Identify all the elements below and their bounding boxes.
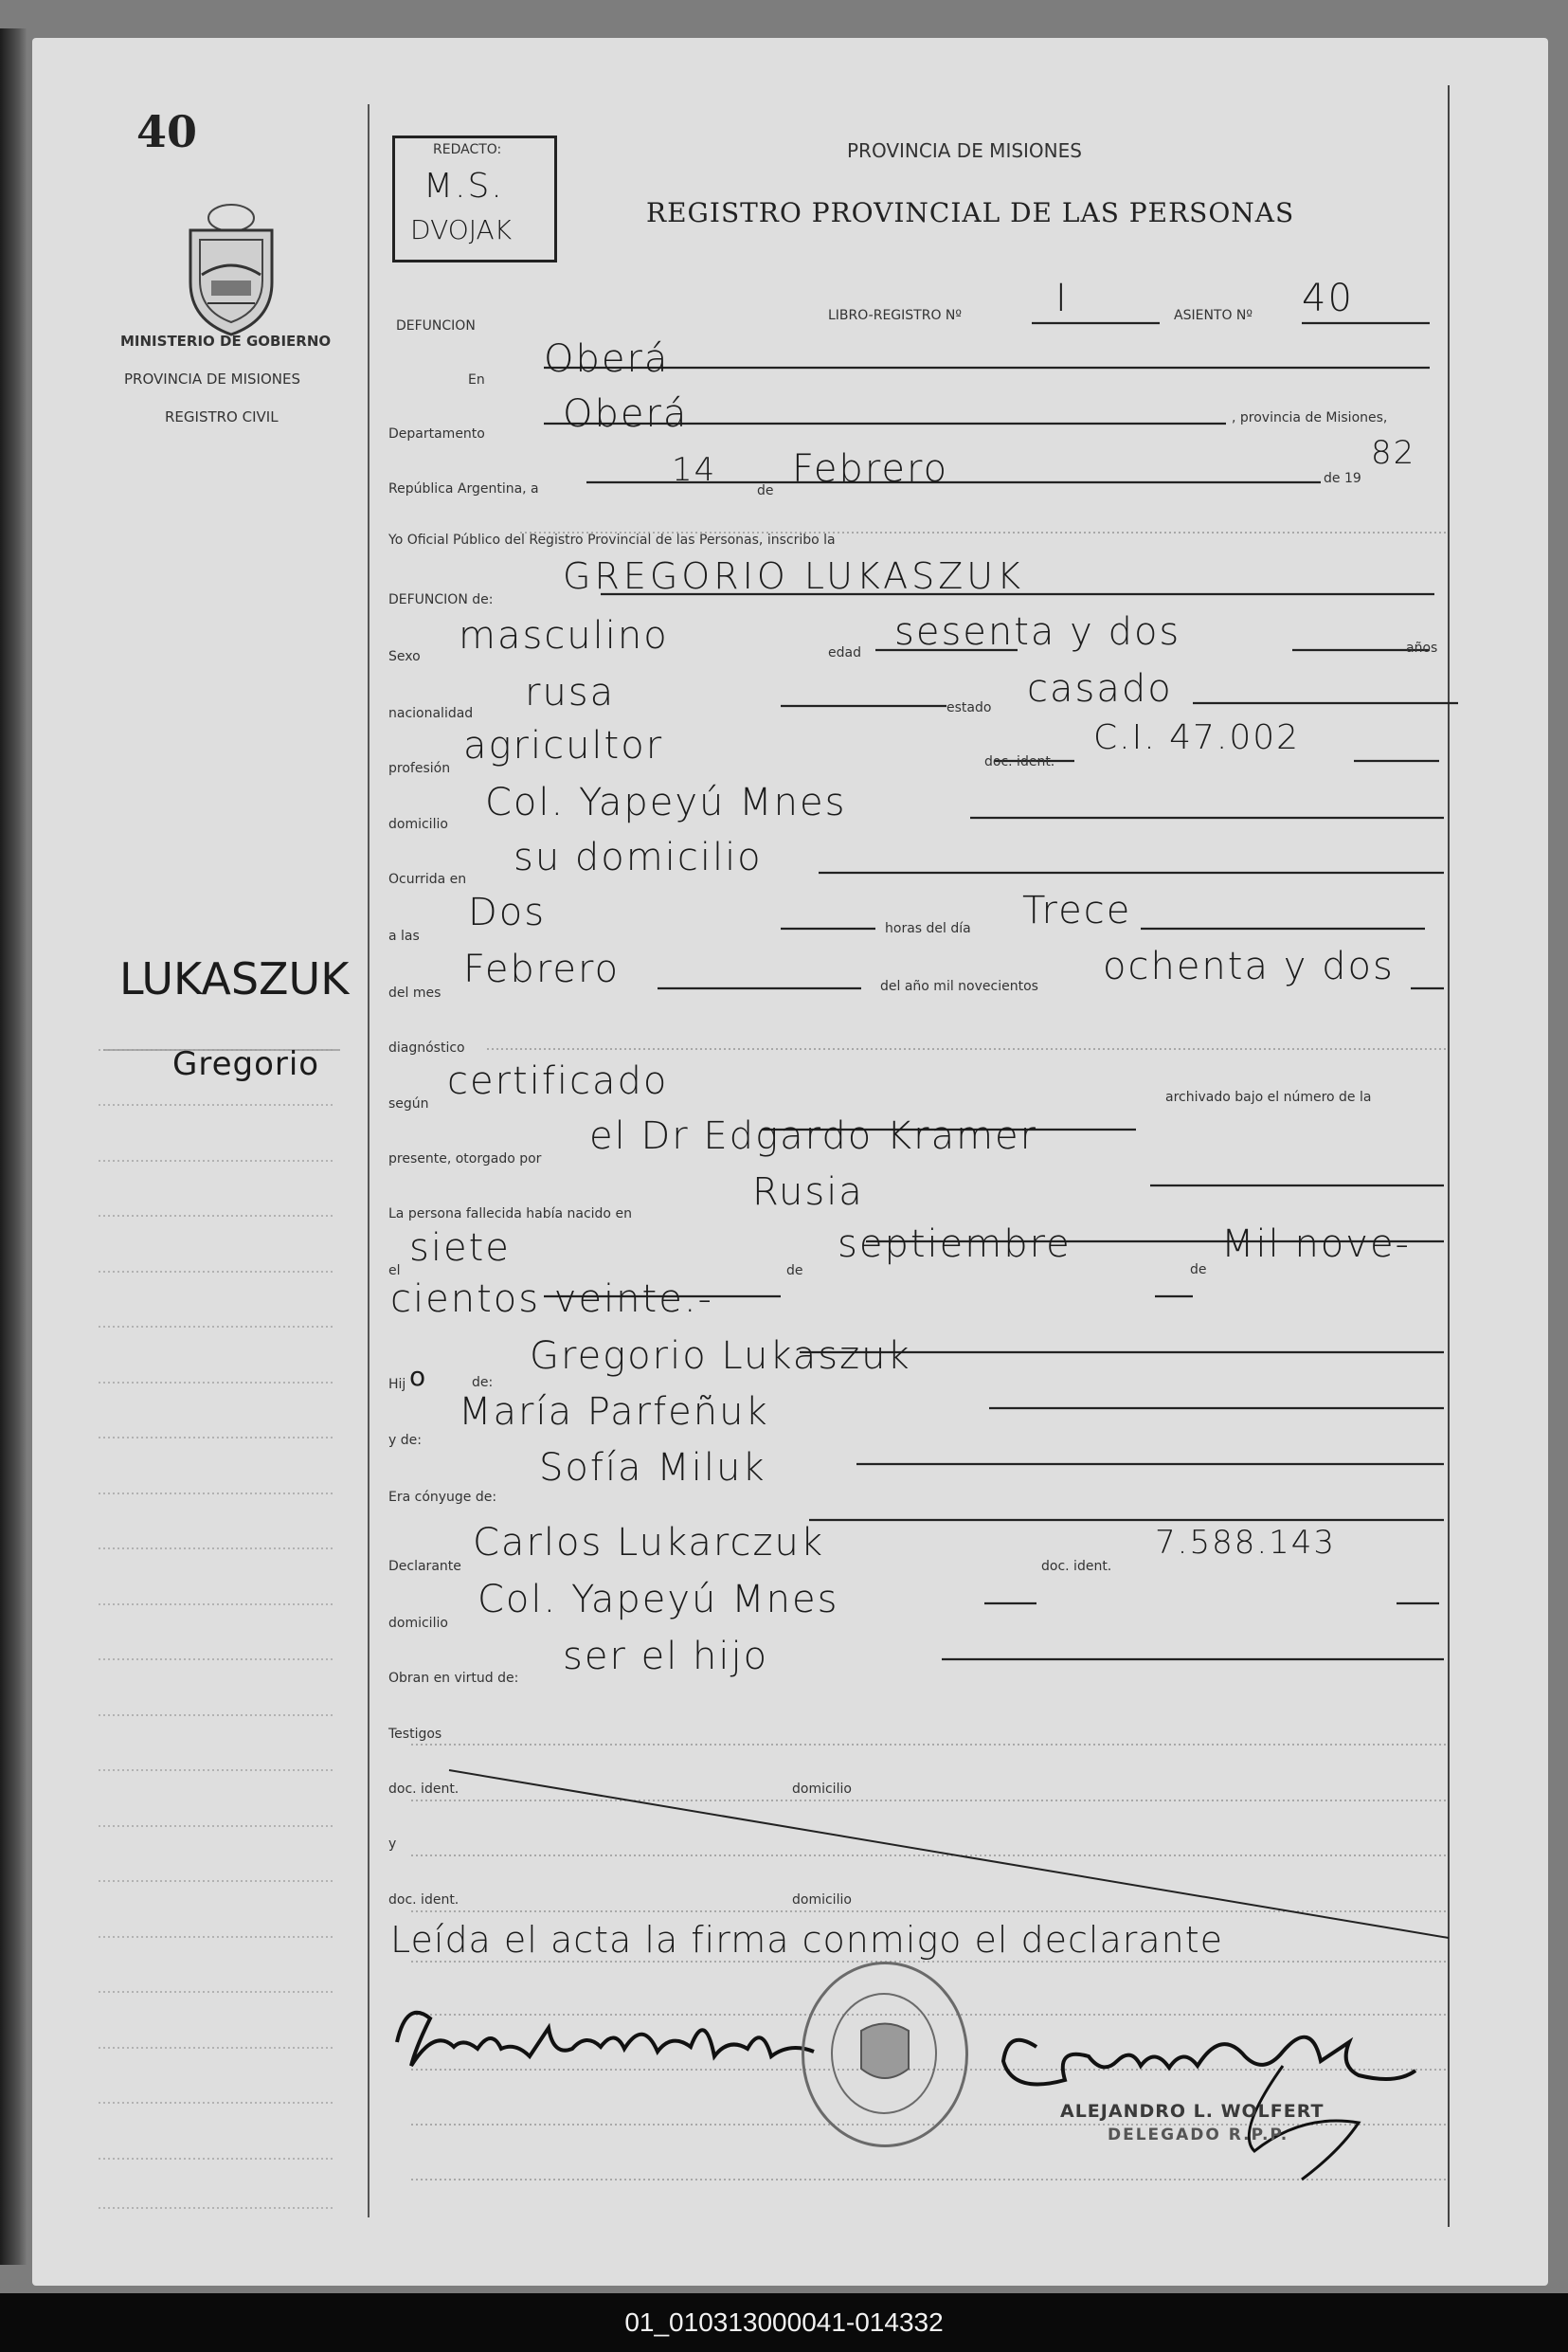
nacionalidad-value: rusa: [525, 671, 616, 715]
republica-label: República Argentina, a: [388, 481, 539, 497]
edad-value: sesenta y dos: [894, 610, 1181, 654]
declarante-domicilio-label: domicilio: [388, 1616, 448, 1631]
testigo1-domicilio-label: domicilio: [792, 1782, 852, 1797]
redacto-label: REDACTO:: [433, 142, 502, 157]
declarante-doc-label: doc. ident.: [1041, 1559, 1112, 1574]
margin-surname: LUKASZUK: [119, 953, 350, 1004]
header-province: PROVINCIA DE MISIONES: [847, 139, 1082, 162]
ocurrida-label: Ocurrida en: [388, 872, 467, 887]
obran-label: Obran en virtud de:: [388, 1671, 519, 1686]
ocurrida-value: su domicilio: [514, 836, 763, 879]
declarante-signature: [387, 1990, 833, 2094]
hijo-suffix: o: [409, 1361, 427, 1392]
segun-label: según: [388, 1096, 429, 1112]
official-title: DELEGADO R.P.P.: [1108, 2126, 1289, 2144]
profesion-label: profesión: [388, 761, 451, 776]
book-spine-shadow: [0, 28, 27, 2265]
anio-value: 82: [1371, 434, 1416, 472]
edad-label: edad: [828, 645, 861, 660]
libro-label: LIBRO-REGISTRO Nº: [828, 308, 962, 323]
domicilio-label: domicilio: [388, 817, 448, 832]
archivado-label: archivado bajo el número de la: [1165, 1090, 1372, 1105]
nac-dia-value: siete: [409, 1226, 511, 1270]
el-label: el: [388, 1263, 401, 1278]
redacto-surname: DVOJAK: [410, 214, 513, 245]
conyuge-value: Sofía Miluk: [539, 1446, 766, 1490]
de-label: de: [757, 483, 774, 498]
doc-ident-value: C.I. 47.002: [1093, 718, 1301, 757]
mes-fallecimiento-value: Febrero: [463, 948, 621, 991]
declarante-domicilio-value: Col. Yapeyú Mnes: [478, 1578, 839, 1621]
nac-anio-value1: Mil nove-: [1221, 1222, 1411, 1266]
sidebar-ministry: MINISTERIO DE GOBIERNO: [120, 333, 332, 350]
doc-ident-label: doc. ident.: [984, 754, 1055, 769]
horas-value: Dos: [468, 891, 547, 934]
nacido-value: Rusia: [752, 1170, 864, 1214]
coat-of-arms-icon: [179, 197, 283, 344]
certificate-page: [32, 38, 1548, 2286]
hijo-de-label: de:: [472, 1375, 494, 1390]
redacto-initials: M.S.: [424, 167, 504, 206]
redacto-box: [392, 136, 557, 262]
presente-value: el Dr Edgardo Kramer: [589, 1114, 1038, 1158]
madre-value: María Parfeñuk: [459, 1390, 769, 1434]
estado-value: casado: [1027, 667, 1173, 711]
margin-name: Gregorio: [172, 1045, 320, 1083]
hijo-label: Hij: [388, 1377, 406, 1392]
a-las-label: a las: [388, 929, 420, 944]
sidebar-registry: REGISTRO CIVIL: [165, 408, 279, 425]
official-name: ALEJANDRO L. WOLFERT: [1060, 2101, 1325, 2122]
testigo1-doc-label: doc. ident.: [388, 1782, 460, 1797]
declarante-doc-value: 7.588.143: [1155, 1524, 1337, 1562]
nac-mes-value: septiembre: [838, 1222, 1072, 1266]
horas-del-dia-label: horas del día: [885, 921, 971, 936]
profesion-value: agricultor: [463, 724, 664, 768]
del-anio-label: del año mil novecientos: [880, 979, 1038, 994]
oficial-text: Yo Oficial Público del Registro Provincial de las Personas, inscribo la: [388, 533, 836, 548]
asiento-value: 40: [1302, 277, 1354, 320]
sexo-label: Sexo: [388, 649, 421, 664]
declarante-value: Carlos Lukarczuk: [473, 1521, 825, 1565]
estado-label: estado: [946, 700, 992, 715]
nacido-label: La persona fallecida había nacido en: [388, 1206, 632, 1221]
declarante-label: Declarante: [388, 1559, 461, 1574]
testigo-y-label: y: [388, 1836, 397, 1852]
official-stamp: [802, 1962, 968, 2147]
stamp-emblem-icon: [804, 1964, 965, 2144]
diagnostico-label: diagnóstico: [388, 1040, 465, 1056]
en-value: Oberá: [544, 337, 670, 381]
y-de-label: y de:: [388, 1433, 422, 1448]
dia-value: 14: [672, 451, 717, 489]
defuncion-de-value: GREGORIO LUKASZUK: [563, 555, 1025, 597]
official-signature: [999, 1990, 1453, 2189]
testigos-label: Testigos: [388, 1727, 442, 1742]
dia-fallecimiento-value: Trece: [1022, 889, 1132, 932]
obran-value: ser el hijo: [563, 1635, 769, 1678]
de-label2: de: [786, 1263, 803, 1278]
en-label: En: [468, 372, 485, 388]
anos-label: años: [1406, 641, 1438, 656]
page-number: 40: [136, 106, 198, 157]
segun-value: certificado: [447, 1059, 669, 1103]
de19-label: de 19: [1324, 471, 1361, 486]
anio-fallecimiento-value: ochenta y dos: [1103, 945, 1395, 988]
testigo2-doc-label: doc. ident.: [388, 1892, 460, 1908]
nacionalidad-label: nacionalidad: [388, 706, 474, 721]
sexo-value: masculino: [459, 614, 669, 658]
de-label3: de: [1190, 1262, 1207, 1277]
defuncion-title: DEFUNCION: [396, 318, 476, 334]
mes-value: Febrero: [792, 447, 949, 491]
departamento-value: Oberá: [563, 392, 689, 436]
asiento-label: ASIENTO Nº: [1174, 308, 1253, 323]
closing-text: Leída el acta la firma conmigo el declarante: [390, 1919, 1224, 1961]
image-id-bar: [0, 2293, 1568, 2352]
image-id: 01_010313000041-014332: [624, 2307, 944, 2337]
domicilio-value: Col. Yapeyú Mnes: [485, 781, 847, 824]
departamento-label: Departamento: [388, 426, 485, 442]
padre-value: Gregorio Lukaszuk: [530, 1334, 911, 1378]
header-registry: REGISTRO PROVINCIAL DE LAS PERSONAS: [646, 197, 1295, 228]
sidebar-province: PROVINCIA DE MISIONES: [124, 371, 300, 388]
testigo2-domicilio-label: domicilio: [792, 1892, 852, 1908]
libro-value: I: [1055, 277, 1069, 320]
del-mes-label: del mes: [388, 986, 442, 1001]
presente-label: presente, otorgado por: [388, 1151, 542, 1167]
nac-anio-value2: cientos veinte.-: [390, 1277, 713, 1321]
provincia-suffix: , provincia de Misiones,: [1232, 410, 1388, 425]
conyuge-label: Era cónyuge de:: [388, 1490, 497, 1505]
defuncion-de-label: DEFUNCION de:: [388, 592, 494, 607]
